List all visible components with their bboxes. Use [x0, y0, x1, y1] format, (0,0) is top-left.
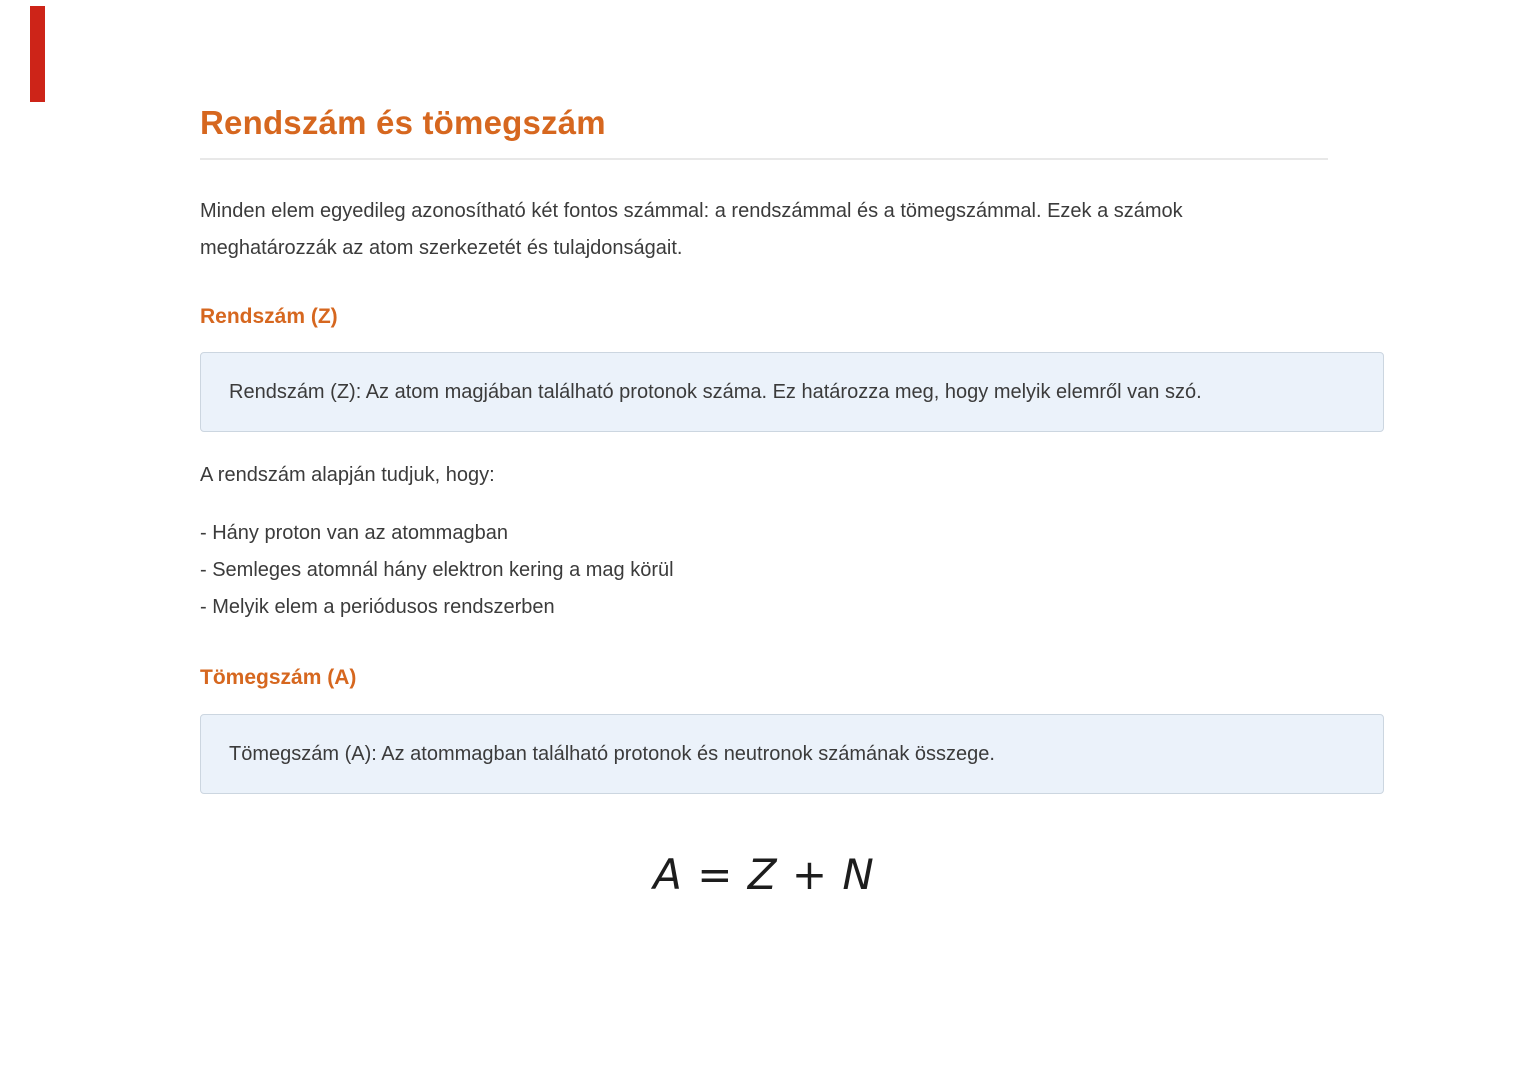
list-lead-text: A rendszám alapján tudjuk, hogy:	[200, 464, 495, 486]
section-heading-rendszam: Rendszám (Z)	[200, 305, 338, 328]
list-item-protons: - Hány proton van az atommagban	[200, 522, 508, 544]
red-edge-marker	[30, 6, 45, 102]
definition-box-rendszam	[200, 352, 1384, 432]
intro-line-2: meghatározzák az atom szerkezetét és tulajdonságait.	[200, 237, 683, 259]
list-item-periodic: - Melyik elem a periódusos rendszerben	[200, 596, 555, 618]
definition-text-tomegszam: Tömegszám (A): Az atommagban található protonok és neutronok számának összege.	[229, 742, 995, 765]
rendszam-fact-list	[200, 515, 1384, 626]
section-heading-tomegszam: Tömegszám (A)	[200, 666, 357, 689]
mass-number-formula: A = Z + N	[653, 850, 875, 899]
article-content	[200, 0, 1384, 905]
title-divider	[200, 158, 1328, 160]
definition-box-tomegszam	[200, 714, 1384, 794]
intro-line-1: Minden elem egyedileg azonosítható két fontos számmal: a rendszámmal és a tömegszámmal. Ezek a számok	[200, 200, 1183, 222]
page-title: Rendszám és tömegszám	[200, 104, 606, 141]
definition-text-rendszam: Rendszám (Z): Az atom magjában található protonok száma. Ez határozza meg, hogy melyik elemről van szó.	[229, 380, 1202, 403]
intro-paragraph	[200, 193, 1350, 267]
list-item-electrons: - Semleges atomnál hány elektron kering a mag körül	[200, 559, 674, 581]
